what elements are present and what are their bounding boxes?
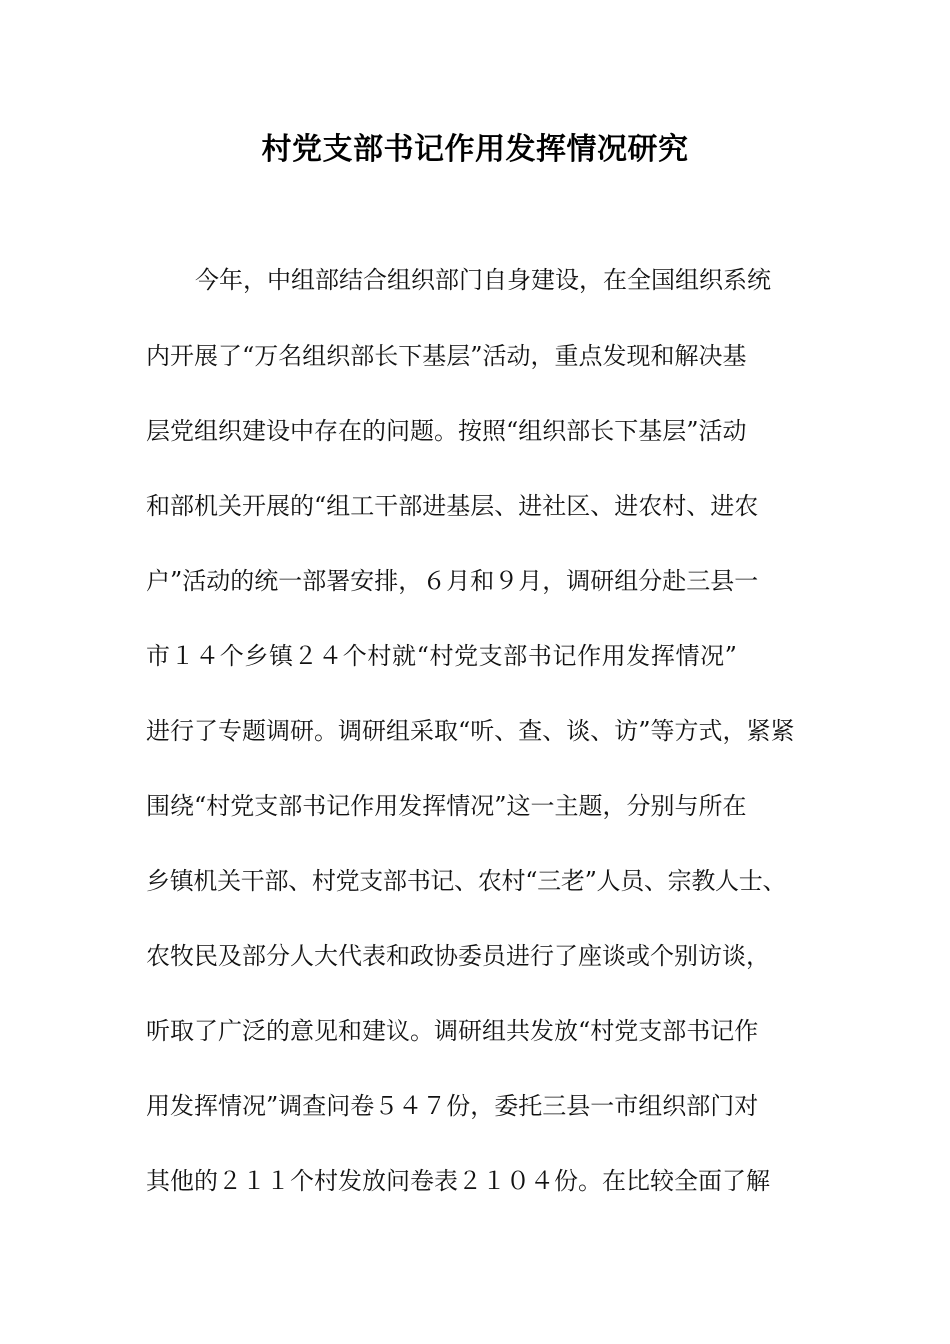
paragraph-line: 层党组织建设中存在的问题。按照“组织部长下基层”活动 — [146, 417, 747, 445]
paragraph-line: 用发挥情况”调查问卷５４７份，委托三县一市组织部门对 — [146, 1092, 759, 1120]
paragraph-line: 听取了广泛的意见和建议。调研组共发放“村党支部书记作 — [146, 1017, 759, 1045]
paragraph-line: 户”活动的统一部署安排，６月和９月，调研组分赴三县一 — [146, 567, 759, 595]
paragraph-line: 乡镇机关干部、村党支部书记、农村“三老”人员、宗教人士、 — [146, 867, 787, 895]
paragraph-line: 市１４个乡镇２４个村就“村党支部书记作用发挥情况” — [146, 642, 738, 670]
paragraph-line: 农牧民及部分人大代表和政协委员进行了座谈或个别访谈， — [146, 942, 770, 970]
document-title: 村党支部书记作用发挥情况研究 — [261, 132, 689, 167]
paragraph-line: 和部机关开展的“组工干部进基层、进社区、进农村、进农 — [146, 492, 759, 520]
paragraph-line: 内开展了“万名组织部长下基层”活动，重点发现和解决基 — [146, 342, 747, 370]
paragraph-line: 其他的２１１个村发放问卷表２１０４份。在比较全面了解 — [146, 1167, 770, 1195]
paragraph-line: 进行了专题调研。调研组采取“听、查、谈、访”等方式，紧紧 — [146, 717, 795, 745]
paragraph-line: 围绕“村党支部书记作用发挥情况”这一主题，分别与所在 — [146, 792, 747, 820]
paragraph-line: 今年，中组部结合组织部门自身建设，在全国组织系统 — [195, 266, 771, 294]
